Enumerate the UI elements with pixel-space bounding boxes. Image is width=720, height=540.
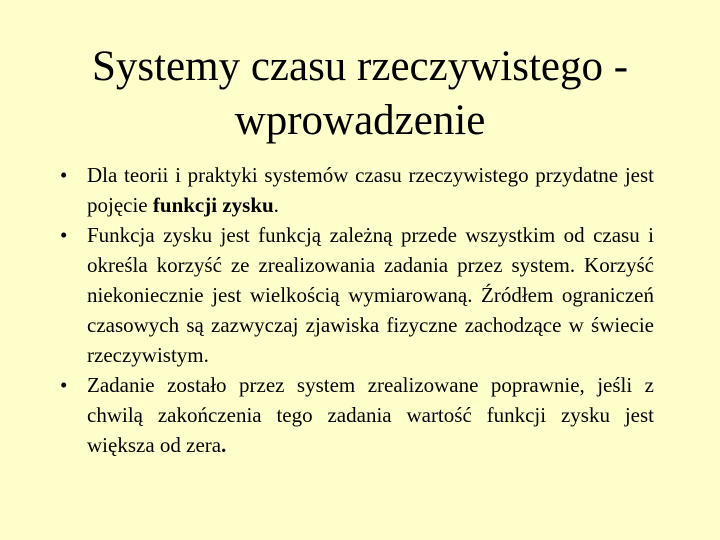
bullet-3-text: Zadanie zostało przez system zrealizowane poprawnie, jeśli z chwilą zakończenia tego zadania wartość funkcji zysku jest większa od zera [87, 373, 654, 457]
slide-title-line-2: wprowadzenie [234, 97, 486, 144]
bullet-3-bold-period: . [221, 433, 227, 457]
bullet-1-bold-term: funkcji zysku [152, 193, 274, 217]
bullet-icon: • [60, 163, 68, 187]
bullet-icon: • [60, 373, 68, 397]
bullet-item-3 [60, 370, 654, 460]
bullet-item-2 [60, 220, 654, 370]
bullet-1-text: Dla teorii i praktyki systemów czasu rzeczywistego przydatne jest pojęcie [87, 163, 654, 217]
bullet-item-1 [60, 160, 654, 220]
bullet-list [60, 160, 654, 460]
bullet-1-text-end: . [273, 193, 279, 217]
slide-title-line-1: Systemy czasu rzeczywistego - [91, 43, 629, 90]
slide-title [40, 40, 680, 148]
bullet-2-text: Funkcja zysku jest funkcją zależną przede wszystkim od czasu i określa korzyść ze zrealizowania zadania przez system. Korzyść niekoniecznie jest wielkością wymiarowaną. Źródłem ograniczeń czasowych są zazwyczaj zjawiska fizyczne zachodzące w świecie rzeczywistym. [87, 223, 654, 367]
bullet-icon: • [60, 223, 68, 247]
